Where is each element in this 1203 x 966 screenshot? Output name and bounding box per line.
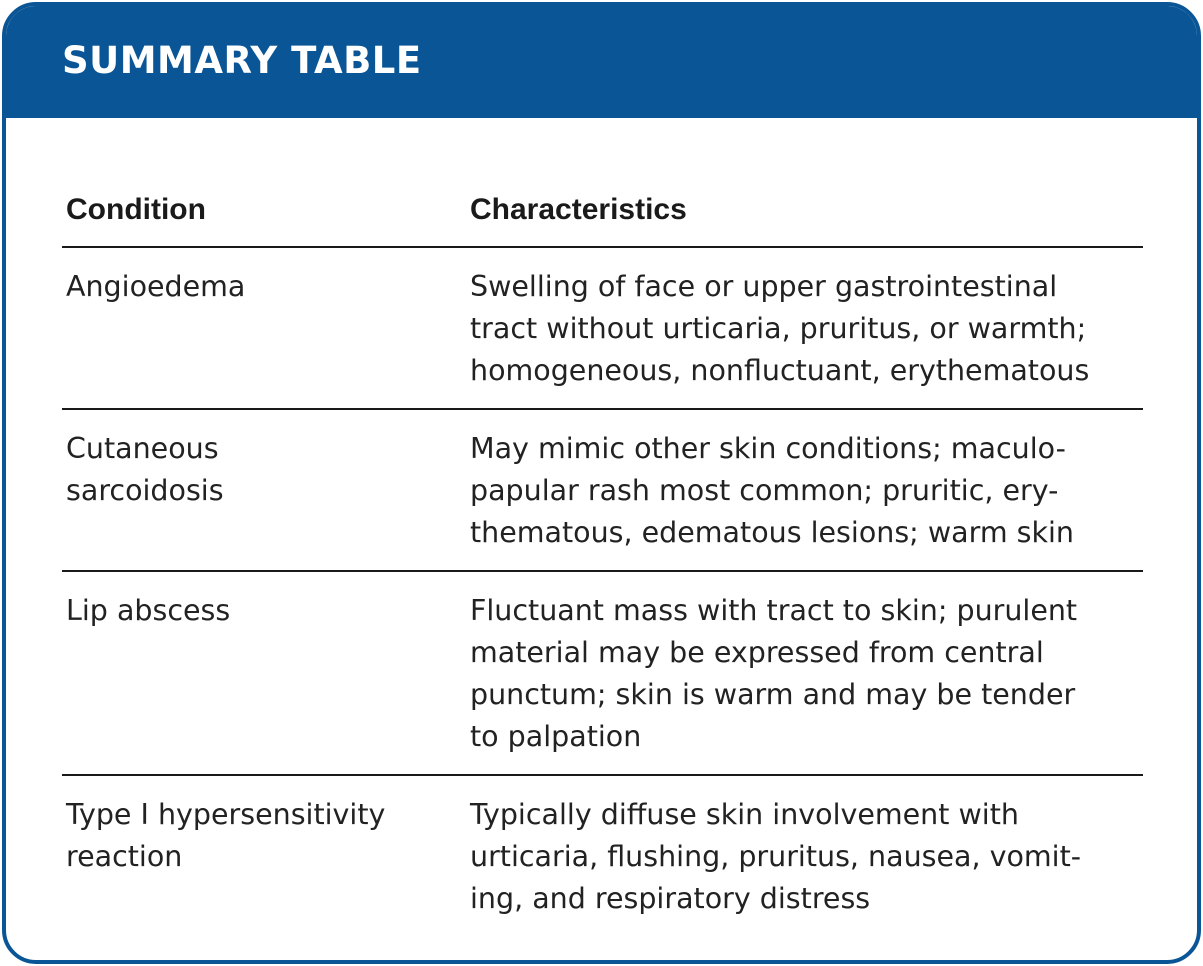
card-title: SUMMARY TABLE xyxy=(62,39,422,82)
condition-line: Cutaneous xyxy=(66,432,219,465)
characteristics-line: Swelling of face or upper gastrointestinal xyxy=(470,270,1058,303)
characteristics-cell xyxy=(466,247,1143,409)
characteristics-line: Fluctuant mass with tract to skin; purulent xyxy=(470,594,1078,627)
characteristics-line: papular rash most common; pruritic, ery- xyxy=(470,474,1059,507)
table-row xyxy=(62,247,1143,409)
card-header xyxy=(6,6,1197,118)
summary-card xyxy=(2,2,1201,964)
table-row xyxy=(62,775,1143,936)
condition-line: Angioedema xyxy=(66,270,246,303)
column-header-characteristics: Characteristics xyxy=(466,178,1143,247)
characteristics-line: homogeneous, nonfluctuant, erythematous xyxy=(470,354,1090,387)
summary-table xyxy=(62,178,1143,936)
condition-line: Lip abscess xyxy=(66,594,231,627)
condition-cell xyxy=(62,247,466,409)
condition-line: Type I hypersensitivity xyxy=(66,798,386,831)
table-row xyxy=(62,571,1143,775)
characteristics-line: punctum; skin is warm and may be tender xyxy=(470,678,1076,711)
characteristics-line: material may be expressed from central xyxy=(470,636,1044,669)
characteristics-line: urticaria, flushing, pruritus, nausea, vomit- xyxy=(470,840,1082,873)
column-header-condition: Condition xyxy=(62,178,466,247)
characteristics-line: Typically diffuse skin involvement with xyxy=(470,798,1019,831)
condition-cell xyxy=(62,571,466,775)
table-row xyxy=(62,409,1143,571)
condition-cell xyxy=(62,775,466,936)
condition-line: reaction xyxy=(66,840,183,873)
table-header-row xyxy=(62,178,1143,247)
condition-cell xyxy=(62,409,466,571)
condition-line: sarcoidosis xyxy=(66,474,224,507)
characteristics-cell xyxy=(466,409,1143,571)
characteristics-line: tract without urticaria, pruritus, or warmth; xyxy=(470,312,1087,345)
characteristics-cell xyxy=(466,775,1143,936)
characteristics-line: to palpation xyxy=(470,720,642,753)
summary-table-container xyxy=(62,178,1143,936)
characteristics-line: ing, and respiratory distress xyxy=(470,882,871,915)
characteristics-cell xyxy=(466,571,1143,775)
characteristics-line: thematous, edematous lesions; warm skin xyxy=(470,516,1074,549)
characteristics-line: May mimic other skin conditions; maculo- xyxy=(470,432,1066,465)
